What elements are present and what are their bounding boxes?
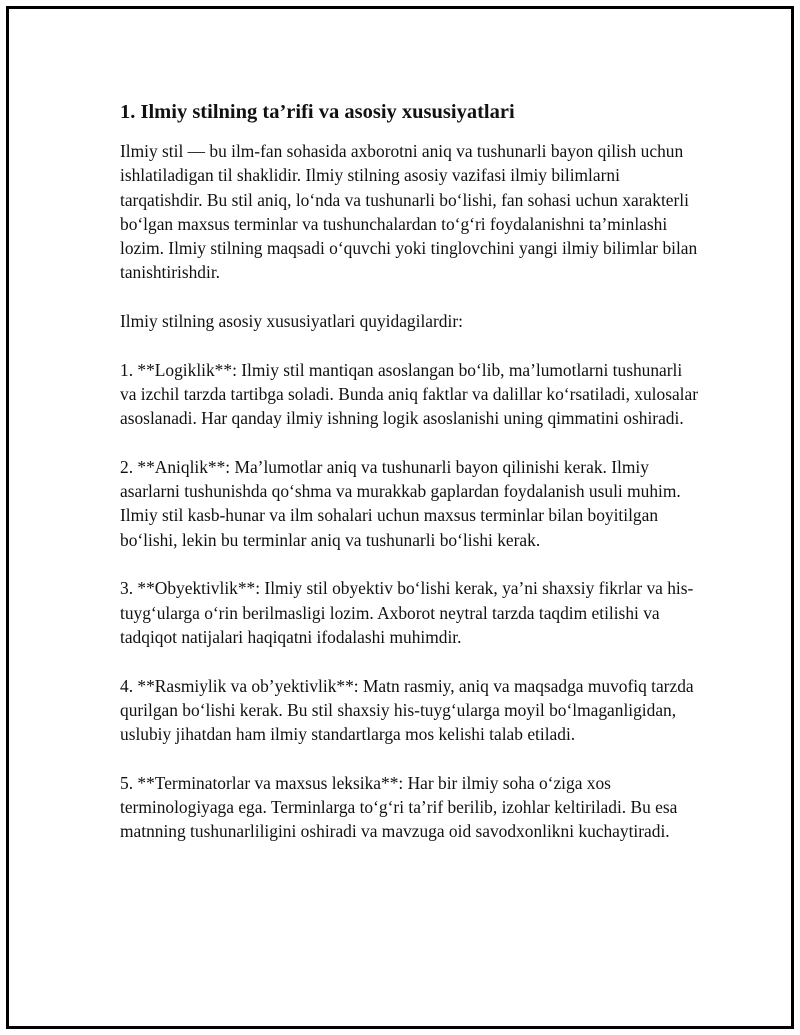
page-frame <box>6 6 794 1029</box>
feature-aniqlik-paragraph: 2. **Aniqlik**: Ma’lumotlar aniq va tushunarli bayon qilinishi kerak. Ilmiy asarlarni tushunishda qo‘shma va murakkab gaplardan foydalanish usuli muhim. Ilmiy stil kasb-hunar va ilm sohalari uchun maxsus terminlar bilan boyitilgan bo‘lishi, lekin bu terminlar aniq va tushunarli bo‘lishi kerak. <box>120 456 681 550</box>
feature-obyektivlik-paragraph: 3. **Obyektivlik**: Ilmiy stil obyektiv bo‘lishi kerak, ya’ni shaxsiy fikrlar va his-tuyg‘ularga o‘rin berilmasligi lozim. Axborot neytral tarzda taqdim etilishi va tadqiqot natijalari haqiqatni ifodalashi muhimdir. <box>120 578 694 647</box>
document-body <box>120 98 700 844</box>
intro-paragraph: Ilmiy stil — bu ilm-fan sohasida axborotni aniq va tushunarli bayon qilish uchun ishlatiladigan til shaklidir. Ilmiy stilning asosiy vazifasi ilmiy bilimlarni tarqatishdir. Bu stil aniq, lo‘nda va tushunarli bo‘lishi, fan sohasi uchun xarakterli bo‘lgan maxsus terminlar va tushunchalardan to‘g‘ri foydalanishni ta’minlashi lozim. Ilmiy stilning maqsadi o‘quvchi yoki tinglovchini yangi ilmiy bilimlar bilan tanishtirishdir. <box>120 141 698 283</box>
feature-rasmiylik-paragraph: 4. **Rasmiylik va ob’yektivlik**: Matn rasmiy, aniq va maqsadga muvofiq tarzda qurilgan bo‘lishi kerak. Bu stil shaxsiy his-tuyg‘ularga moyil bo‘lmaganligidan, uslubiy jihatdan ham ilmiy standartlarga mos kelishi talab etiladi. <box>120 675 694 745</box>
feature-logiklik-paragraph: 1. **Logiklik**: Ilmiy stil mantiqan asoslangan bo‘lib, ma’lumotlarni tushunarli va izchil tarzda tartibga soladi. Bunda aniq faktlar va dalillar ko‘rsatiladi, xulosalar asoslanadi. Har qanday ilmiy ishning logik asoslanishi uning qimmatini oshiradi. <box>120 359 699 429</box>
feature-terminlar-paragraph: 5. **Terminatorlar va maxsus leksika**: Har bir ilmiy soha o‘ziga xos terminologiyaga ega. Terminlarga to‘g‘ri ta’rif berilib, izohlar keltiriladi. Bu esa matnning tushunarliligini oshiradi va mavzuga oid savodxonlikni kuchaytiradi. <box>120 772 678 842</box>
features-intro-paragraph: Ilmiy stilning asosiy xususiyatlari quyidagilardir: <box>120 311 463 332</box>
section-heading: 1. Ilmiy stilning ta’rifi va asosiy xususiyatlari <box>120 101 515 123</box>
